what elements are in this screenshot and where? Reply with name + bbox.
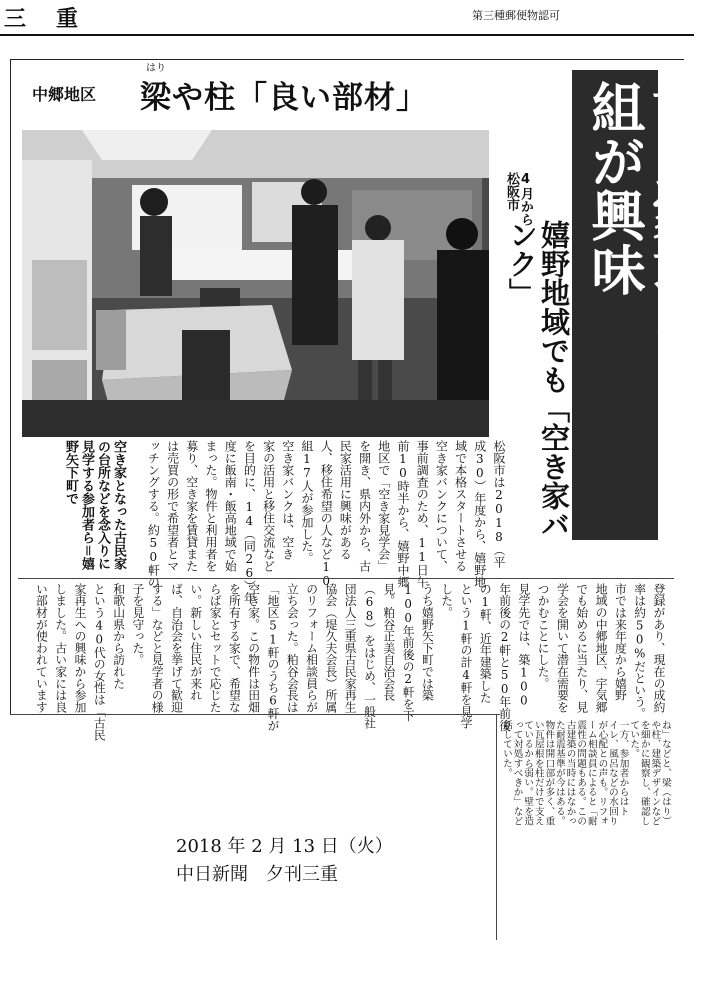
body-columns-1 [142, 440, 508, 604]
body-text-column: が心配との声も。リフォ [596, 720, 608, 826]
body-text-column: 率は約50%だという。 [632, 583, 647, 720]
body-text-column: 域で本格スタートさせる [453, 440, 468, 572]
body-text-column: 一方、参加者からはト [617, 720, 629, 816]
article-frame-left [10, 59, 11, 714]
body-text-column: つかむことにした。 [536, 583, 551, 690]
body-text-column: らば家とセットで応じた [208, 583, 223, 713]
article-body-block-1 [30, 440, 508, 604]
body-text-column: 民家活用に興味がある [338, 440, 353, 560]
body-text-column: 見。粕谷正美自治会長 [381, 583, 396, 701]
body-text-column: 和歌山県から訪れた [111, 583, 126, 690]
body-text-column: や柱、建築デザインなど [649, 720, 661, 826]
body-text-column: 度に飯南・飯高地域で始 [223, 440, 238, 572]
body-text-column: 募り、空き家を賃貸また [184, 440, 199, 572]
source-date: 2018 年 2 月 13 日（火） [176, 836, 393, 857]
body-text-column: 話していた。 [500, 720, 512, 778]
body-text-column: は売買の形で希望者とマ [165, 440, 180, 572]
body-text-column: 協会（堤久夫会長）所属 [323, 583, 338, 713]
body-text-column: ているから弱い。壁を造 [522, 720, 534, 826]
section-rule [10, 714, 500, 715]
body-text-column: 立ち会った。粕谷会長は [285, 583, 300, 713]
body-text-column: 組17人が参加した。 [299, 440, 314, 564]
body-text-column: 物件は開口部が多く、重 [543, 720, 555, 826]
photo-caption: 空き家となった古民家の台所などを念入りに見学する参加者ら＝嬉野矢下町で [63, 440, 126, 570]
body-text-column: 「地区51軒のうち6軒が [265, 583, 280, 732]
body-text-column: 古建築の当時にはなかっ [564, 720, 576, 826]
sub-headline: 梁や柱「良い部材」 [140, 80, 428, 116]
body-text-column: 松阪市は2018（平 [491, 440, 506, 568]
body-text-column: （68）をはじめ、一般社 [362, 583, 377, 729]
body-text-column: 家の活用と移住交流など [261, 440, 276, 572]
body-text-column: イレ、風呂などの水回り [606, 720, 618, 826]
body-text-column: を開き、県内外から、古 [357, 440, 372, 572]
postal-notice: 第三種郵便物認可 [472, 9, 560, 22]
main-headline: 古民家求め、10組が興味 [583, 80, 706, 530]
headline-date-tag: 4月から [518, 172, 533, 226]
body-text-column: 地区で「空き家見学会」 [376, 440, 391, 572]
body-text-column: 登録があり、現在の成約 [651, 583, 666, 713]
secondary-headline: 嬉野地域でも「空き家バンク」 [505, 220, 571, 539]
body-text-column: した。 [439, 583, 454, 619]
body-text-column: を所有する家で、希望な [227, 583, 242, 713]
article-frame-top [10, 59, 684, 60]
body-text-column: 見学先では、築100 [516, 583, 531, 708]
body-text-column: を細かに観察し、確認し [638, 720, 650, 826]
ruby-annotation: はり [146, 63, 166, 74]
header-rule [0, 34, 694, 36]
body-text-column: する」などと見学者の様 [150, 583, 165, 713]
body-text-column: まった。物件と利用者を [203, 440, 218, 572]
body-text-column: 震性の問題もある。この [575, 720, 587, 826]
photo-kitchen-scene [22, 130, 489, 437]
source-paper: 中日新聞 夕刊三重 [176, 864, 338, 885]
body-text-column: い部材が使われています [34, 583, 49, 713]
body-text-column: でも始めるに当たり、見 [574, 583, 589, 713]
body-text-column: という1軒の計4軒を見学 [458, 583, 473, 729]
article-body-block-3 [500, 720, 670, 940]
body-text-column: という40代の女性は「古民 [92, 583, 107, 741]
body-text-column: のリフォーム相談員らが [304, 583, 319, 713]
body-text-column: ーム相談員によると「耐 [585, 720, 597, 826]
section-rule [18, 578, 674, 579]
body-text-column: 前10時半から、嬉野中郷 [395, 440, 410, 588]
body-text-column: 地域の中郷地区、宇気郷 [594, 583, 609, 713]
body-text-column: ていた。 [628, 720, 640, 759]
body-text-column: 子を見守った。 [130, 583, 145, 666]
headline-city-tag: 松阪市 [504, 172, 519, 211]
body-text-column: 学会を開いて潜在需要を [555, 583, 570, 713]
body-text-column: しました。古い家には良 [53, 583, 68, 713]
body-text-column: 成30）年度から、嬉野地 [472, 440, 487, 588]
body-text-column: の1軒、近年建築した [478, 583, 493, 704]
body-text-column: 100年前後の2軒を下 [401, 583, 416, 722]
body-text-column: ね」などと、梁（はり） [659, 720, 671, 826]
body-text-column: 年前後の2軒と50年前後 [497, 583, 512, 732]
body-text-column: を目的に、14（同26）年 [242, 440, 257, 604]
body-text-column: 事前調査のため、11日午 [415, 440, 430, 588]
body-text-column: って対処すべきか」など [511, 720, 523, 826]
body-text-column: い。新しい住民が来れ [188, 583, 203, 701]
body-text-column: 空き家バンクについて、 [434, 440, 449, 572]
body-text-column: ッチングする。約50軒の [146, 440, 161, 588]
body-text-column: い瓦屋根を柱だけで支え [532, 720, 544, 826]
newspaper-section-title: 三重 [4, 6, 109, 32]
body-text-column: ば、自治会を挙げて歓迎 [169, 583, 184, 713]
body-text-column: 空き家。この物件は田畑 [246, 583, 261, 713]
article-photo [22, 130, 489, 437]
body-text-column: 空き家バンクは、空き [280, 440, 295, 560]
body-text-column: うち嬉野矢下町では築 [420, 583, 435, 701]
column-rule [496, 714, 497, 940]
article-kicker: 中郷地区 [32, 85, 97, 104]
body-text-column: た耐震基準が今はある。 [553, 720, 565, 826]
body-text-column: 団法人三重県古民家再生 [343, 583, 358, 713]
body-columns-3 [500, 720, 670, 940]
body-text-column: 人、移住希望の人など10 [319, 440, 334, 588]
body-text-column: 家再生への興味から参加 [72, 583, 87, 713]
body-text-column: 市では来年度から嬉野 [613, 583, 628, 701]
